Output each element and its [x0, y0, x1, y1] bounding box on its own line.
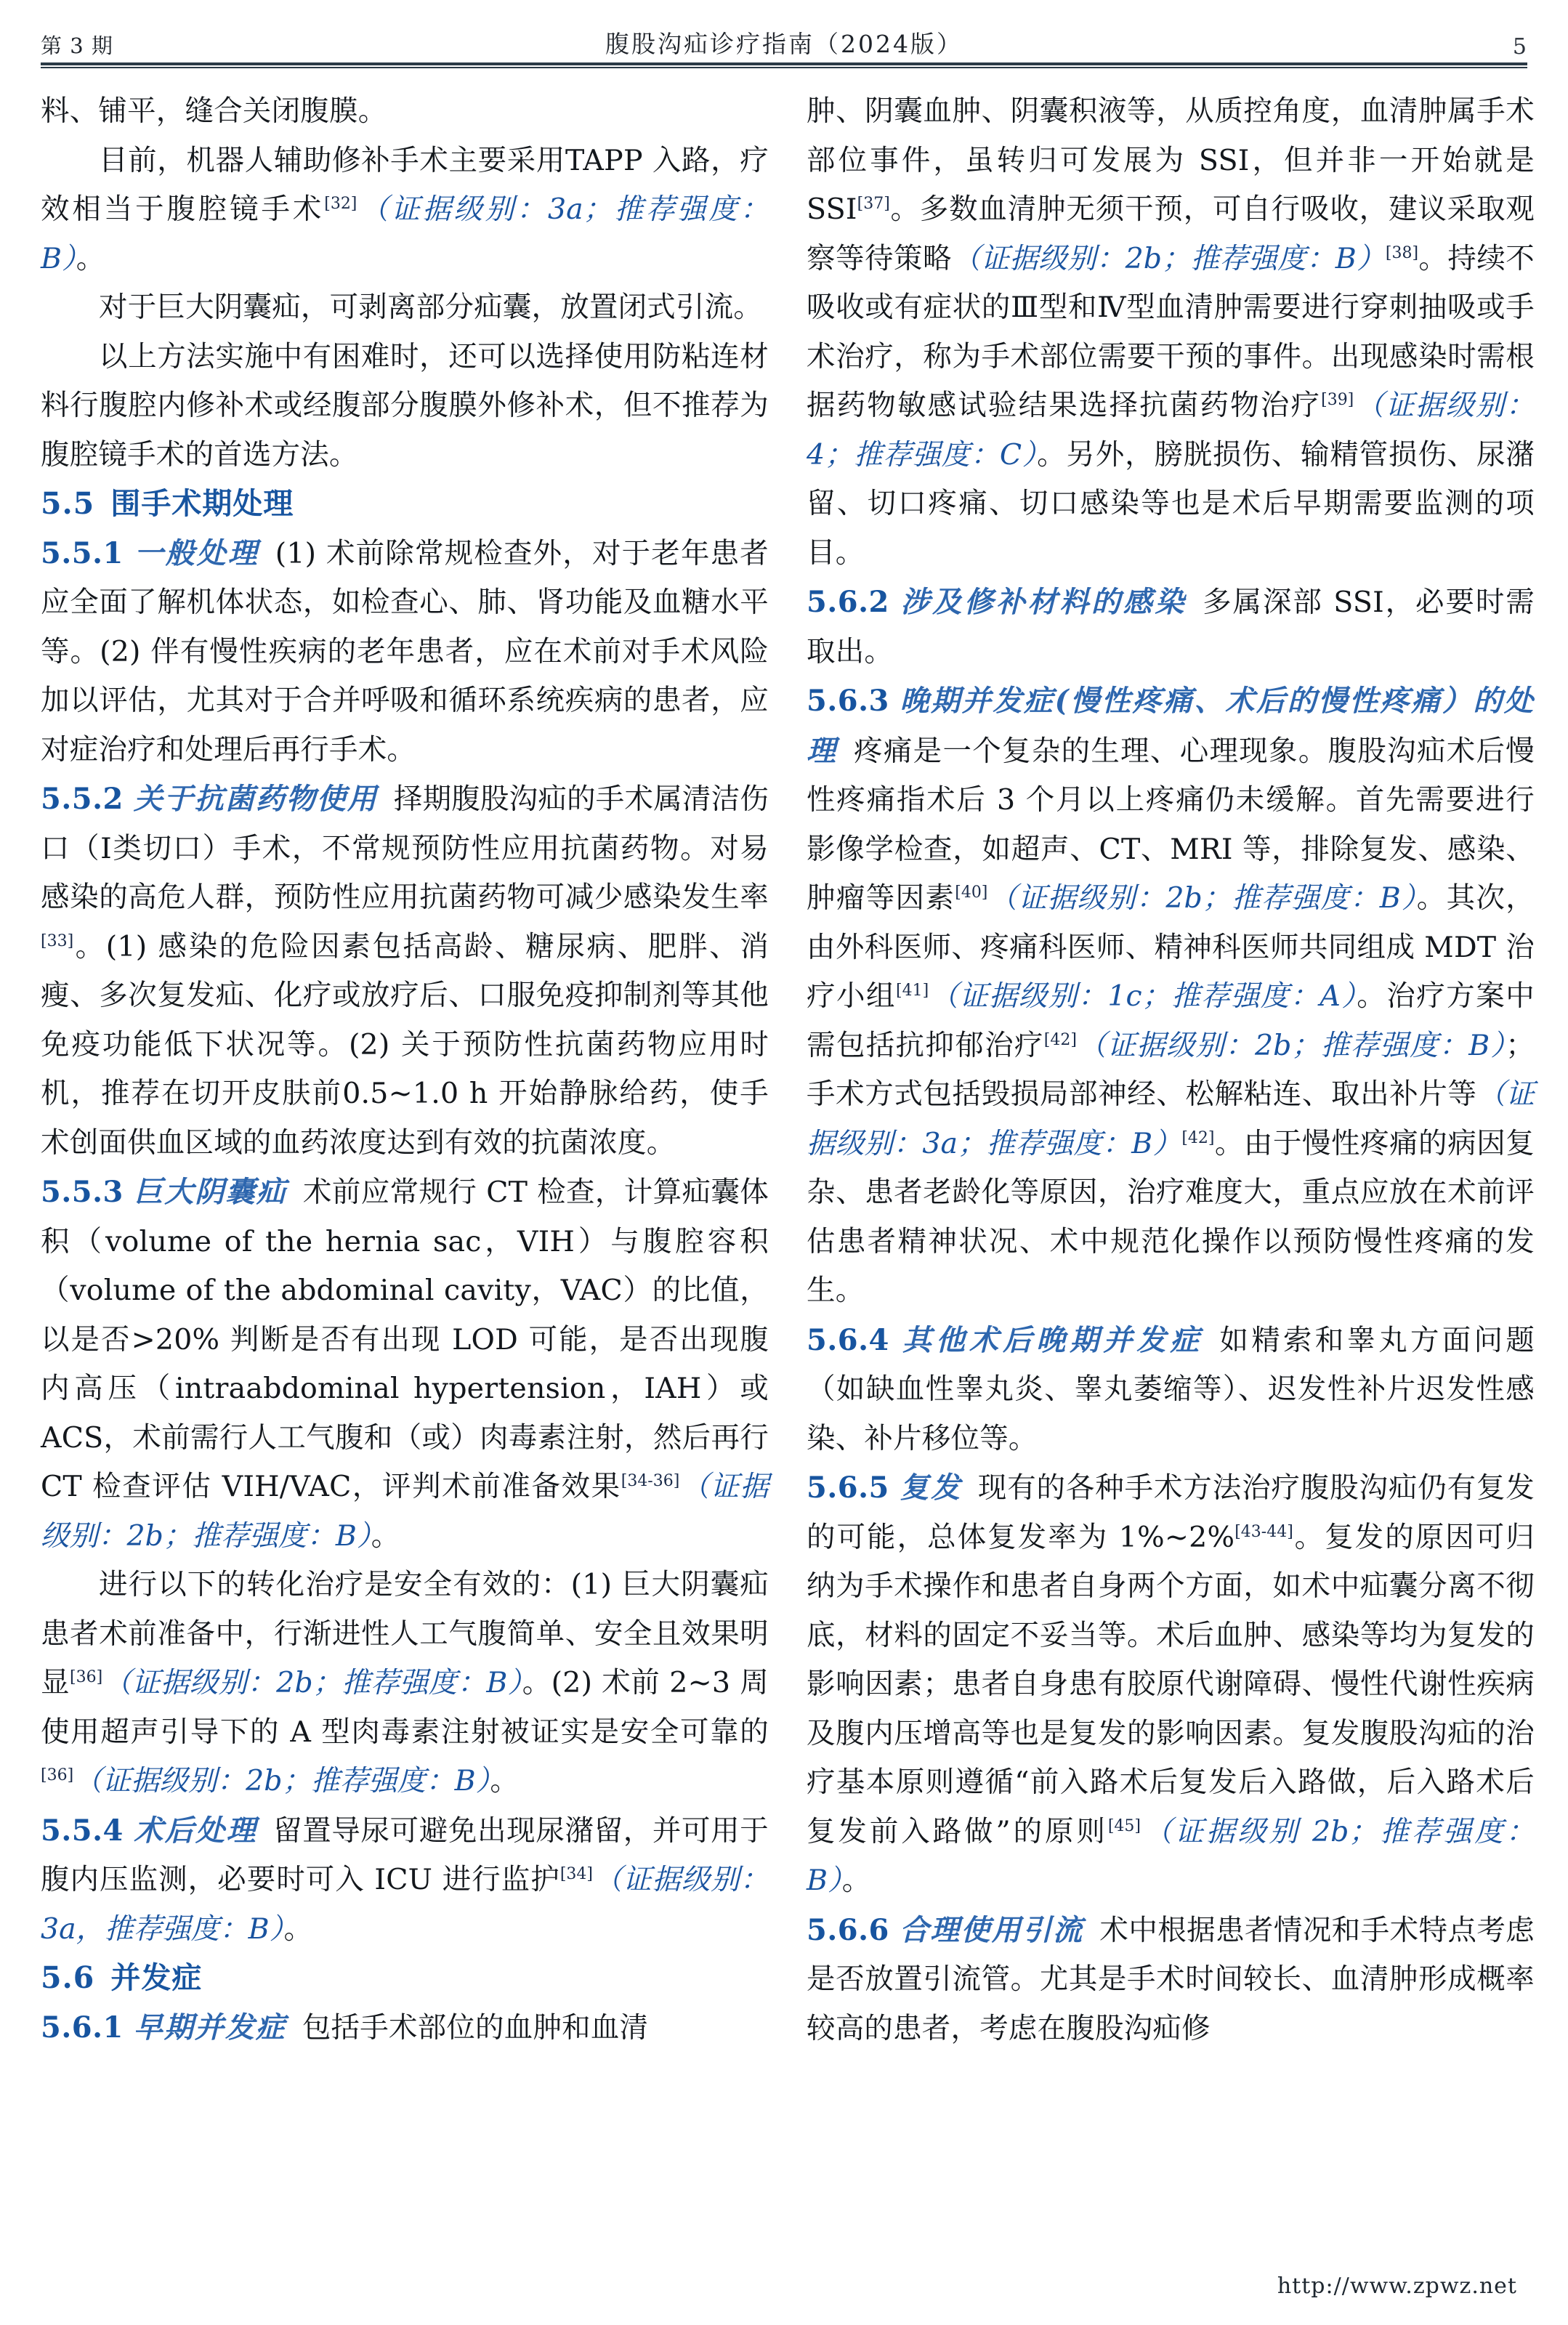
body-text: 多属深部 SSI，必要时需取出。	[807, 586, 1535, 668]
body-text: 。持续不吸收或有症状的Ⅲ型和Ⅳ型血清肿需要进行穿刺抽吸或手术治疗，称为手术部位需要干预的事件。出现感染时需根据药物敏感试验结果选择抗菌药物治疗	[807, 241, 1535, 422]
page-title: 腹股沟疝诊疗指南（2024版）	[605, 30, 963, 58]
subsection-block	[807, 578, 1535, 676]
body-text: 。	[490, 1764, 520, 1798]
body-text: 。	[283, 1912, 313, 1946]
subsection-number: 5.6.6	[807, 1912, 889, 1947]
reference-marker[interactable]: [34]	[559, 1864, 594, 1883]
article-body	[32, 68, 1536, 2212]
body-text: 现有的各种手术方法治疗腹股沟疝仍有复发的可能，总体复发率为 1%~2%	[807, 1471, 1535, 1554]
section-title: 并发症	[110, 1960, 203, 1995]
body-text: 。由于慢性疼痛的病因复杂、患者老龄化等原因，治疗难度大，重点应放在术前评估患者精神状况、术中规范化操作以预防慢性疼痛的发生。	[807, 1126, 1535, 1307]
subsection-number: 5.5.3	[41, 1175, 124, 1209]
body-text: 。(1) 感染的危险因素包括高龄、糖尿病、肥胖、消瘦、多次复发疝、化疗或放疗后、口服免疫抑制剂等其他免疫功能低下状况等。(2) 关于预防性抗菌药物应用时机，推荐在切开皮肤前0.5~1.0 h 开始静脉给药，使手术创面供血区域的血药浓度达到有效的抗菌浓度。	[41, 929, 769, 1160]
body-text: 疼痛是一个复杂的生理、心理现象。腹股沟疝术后慢性疼痛指术后 3 个月以上疼痛仍未缓解。首先需要进行影像学检查，如超声、CT、MRI 等，排除复发、感染、肿瘤等因素	[807, 734, 1535, 915]
subsection-block	[41, 529, 769, 775]
subsection-block	[41, 775, 769, 1168]
paragraph	[41, 283, 769, 333]
subsection-number: 5.6.1	[41, 2010, 124, 2045]
body-text: (1) 术前除常规检查外，对于老年患者应全面了解机体状态，如检查心、肺、肾功能及血糖水平等。(2) 伴有慢性疾病的老年患者，应在术前对手术风险加以评估，尤其对于合并呼吸和循环系统疾病的患者，应对症治疗和处理后再行手术。	[41, 536, 769, 767]
subsection-block	[807, 676, 1535, 1316]
body-text: 以上方法实施中有困难时，还可以选择使用防粘连材料行腹腔内修补术或经腹部分腹膜外修补术，但不推荐为腹腔镜手术的首选方法。	[41, 339, 769, 472]
subsection-number: 5.5.4	[41, 1813, 124, 1848]
evidence-annotation: （证据级别：2b；推荐强度：B）	[951, 241, 1386, 275]
evidence-annotation: （证据级别：4；推荐强度：C）	[807, 389, 1535, 472]
subsection-number: 5.6.5	[807, 1471, 889, 1505]
subsection-block	[41, 2003, 769, 2053]
subsection-number: 5.6.2	[807, 585, 889, 619]
issue-label: 第 3 期	[41, 33, 113, 58]
reference-marker[interactable]: [41]	[896, 981, 929, 1000]
subsection-block	[807, 1316, 1535, 1464]
evidence-annotation: （证据级别：3a；推荐强度：B）	[807, 1077, 1535, 1160]
subsection-block	[807, 1463, 1535, 1906]
body-text: 包括手术部位的血肿和血清	[302, 2010, 649, 2045]
reference-marker[interactable]: [37]	[857, 194, 890, 213]
reference-marker[interactable]: [43-44]	[1234, 1522, 1293, 1541]
evidence-annotation: （证据级别：2b；推荐强度：B）	[102, 1666, 522, 1699]
right-column	[807, 87, 1535, 2212]
subsection-title: 晚期并发症(慢性疼痛、术后的慢性疼痛）的处理	[807, 684, 1535, 768]
body-text: 对于巨大阴囊疝，可剥离部分疝囊，放置闭式引流。	[99, 291, 763, 324]
body-text: 。多数血清肿无须干预，可自行吸收，建议采取观察等待策略	[807, 193, 1535, 275]
footer-url: http://www.zpwz.net	[1277, 2273, 1517, 2299]
subsection-title: 复发	[899, 1471, 962, 1505]
body-text: ；手术方式包括毁损局部神经、松解粘连、取出补片等	[807, 1028, 1535, 1111]
reference-marker[interactable]: [39]	[1321, 390, 1354, 409]
body-text: 留置导尿可避免出现尿潴留，并可用于腹内压监测，必要时可入 ICU 进行监护	[41, 1814, 769, 1896]
subsection-title: 术后处理	[133, 1813, 258, 1848]
evidence-annotation: （证据级别：2b；推荐强度：B）	[987, 881, 1417, 915]
subsection-number: 5.5.1	[41, 535, 124, 570]
evidence-annotation: （证据级别：1c；推荐强度：A）	[929, 979, 1357, 1013]
section-heading	[41, 1954, 769, 2003]
subsection-title: 关于抗菌药物使用	[133, 782, 378, 816]
reference-marker[interactable]: [38]	[1385, 243, 1419, 262]
paragraph	[807, 87, 1535, 578]
reference-marker[interactable]: [36]	[70, 1667, 103, 1686]
body-text: 择期腹股沟疝的手术属清洁伤口（Ⅰ类切口）手术，不常规预防性应用抗菌药物。对易感染的高危人群，预防性应用抗菌药物可减少感染发生率	[41, 783, 769, 914]
body-text: 。其次，由外科医师、疼痛科医师、精神科医师共同组成 MDT 治疗小组	[807, 881, 1535, 1013]
body-text: 。治疗方案中需包括抗抑郁治疗	[807, 979, 1535, 1062]
evidence-annotation: （证据级别 2b；推荐强度：B）	[807, 1814, 1535, 1897]
subsection-title: 一般处理	[133, 535, 259, 570]
paragraph	[41, 333, 769, 480]
running-head	[32, 0, 1536, 62]
subsection-number: 5.6.3	[807, 684, 889, 718]
reference-marker[interactable]: [36]	[41, 1766, 74, 1784]
reference-marker[interactable]: [40]	[955, 883, 988, 902]
section-number: 5.5	[41, 486, 95, 521]
body-text: 。(2) 术前 2~3 周使用超声引导下的 A 型肉毒素注射被证实是安全可靠的	[41, 1666, 769, 1749]
body-text: 。	[841, 1864, 871, 1897]
paragraph	[41, 137, 769, 284]
left-column	[41, 87, 769, 2212]
body-text: 术中根据患者情况和手术特点考虑是否放置引流管。尤其是手术时间较长、血清肿形成概率较高的患者，考虑在腹股沟疝修	[807, 1913, 1535, 2045]
paragraph	[41, 87, 769, 137]
section-title: 围手术期处理	[110, 486, 294, 521]
evidence-annotation: （证据级别：3a，推荐强度：B）	[41, 1863, 769, 1946]
header-rule-thick	[41, 62, 1527, 65]
subsection-block	[41, 1168, 769, 1561]
body-text: 。复发的原因可归纳为手术操作和患者自身两个方面，如术中疝囊分离不彻底，材料的固定不妥当等。术后血肿、感染等均为复发的影响因素；患者自身患有胶原代谢障碍、慢性代谢性疾病及腹内压增高等也是复发的影响因素。复发腹股沟疝的治疗基本原则遵循“前入路术后复发后入路做，后入路术后复发前入路做”的原则	[807, 1520, 1535, 1848]
subsection-title: 早期并发症	[133, 2010, 286, 2045]
body-text: 。	[371, 1519, 400, 1553]
page-number: 5	[1512, 34, 1527, 60]
header-rule	[32, 62, 1536, 68]
subsection-title: 巨大阴囊疝	[133, 1175, 287, 1209]
section-number: 5.6	[41, 1960, 95, 1995]
body-text: 目前，机器人辅助修补手术主要采用TAPP 入路，疗效相当于腹腔镜手术	[41, 143, 769, 226]
reference-marker[interactable]: [34-36]	[621, 1471, 680, 1490]
evidence-annotation: （证据级别：2b；推荐强度：B）	[41, 1470, 769, 1553]
subsection-title: 合理使用引流	[899, 1912, 1084, 1947]
reference-marker[interactable]: [45]	[1107, 1816, 1141, 1835]
body-text: 术前应常规行 CT 检查，计算疝囊体积（volume of the hernia sac，VIH）与腹腔容积（volume of the abdominal cavity，VAC）的比值，以是否>20% 判断是否有出现 LOD 可能，是否出现腹内高压（intraabdominal hypertension，IAH）或 ACS，术前需行人工气腹和（或）肉毒素注射，然后再行 CT 检查评估 VIH/VAC，评判术前准备效果	[41, 1176, 769, 1503]
body-text: 如精索和睾丸方面问题（如缺血性睾丸炎、睾丸萎缩等）、迟发性补片迟发性感染、补片移位等。	[807, 1323, 1535, 1455]
reference-marker[interactable]: [42]	[1181, 1128, 1215, 1147]
subsection-block	[807, 1906, 1535, 2054]
reference-marker[interactable]: [42]	[1043, 1030, 1077, 1049]
evidence-annotation: （证据级别：2b；推荐强度：B）	[1076, 1028, 1506, 1062]
reference-marker[interactable]: [32]	[324, 194, 357, 213]
subsection-number: 5.5.2	[41, 782, 124, 816]
paragraph	[41, 1561, 769, 1806]
body-text: 进行以下的转化治疗是安全有效的：(1) 巨大阴囊疝患者术前准备中，行渐进性人工气腹简单、安全且效果明显	[41, 1568, 769, 1699]
subsection-number: 5.6.4	[807, 1322, 889, 1357]
reference-marker[interactable]: [33]	[41, 931, 74, 950]
subsection-block	[41, 1806, 769, 1954]
body-text: 。另外，膀胱损伤、输精管损伤、尿潴留、切口疼痛、切口感染等也是术后早期需要监测的项目。	[807, 437, 1535, 570]
body-text: 。	[76, 241, 105, 275]
section-heading	[41, 480, 769, 529]
body-text: 肿、阴囊血肿、阴囊积液等，从质控角度，血清肿属手术部位事件，虽转归可发展为 SSI，但并非一开始就是 SSI	[807, 94, 1535, 226]
evidence-annotation: （证据级别：3a；推荐强度：B）	[41, 193, 769, 275]
subsection-title: 涉及修补材料的感染	[899, 585, 1187, 619]
subsection-title: 其他术后晚期并发症	[899, 1322, 1204, 1357]
evidence-annotation: （证据级别：2b；推荐强度：B）	[73, 1764, 490, 1798]
body-text: 料、铺平，缝合关闭腹膜。	[41, 94, 387, 128]
